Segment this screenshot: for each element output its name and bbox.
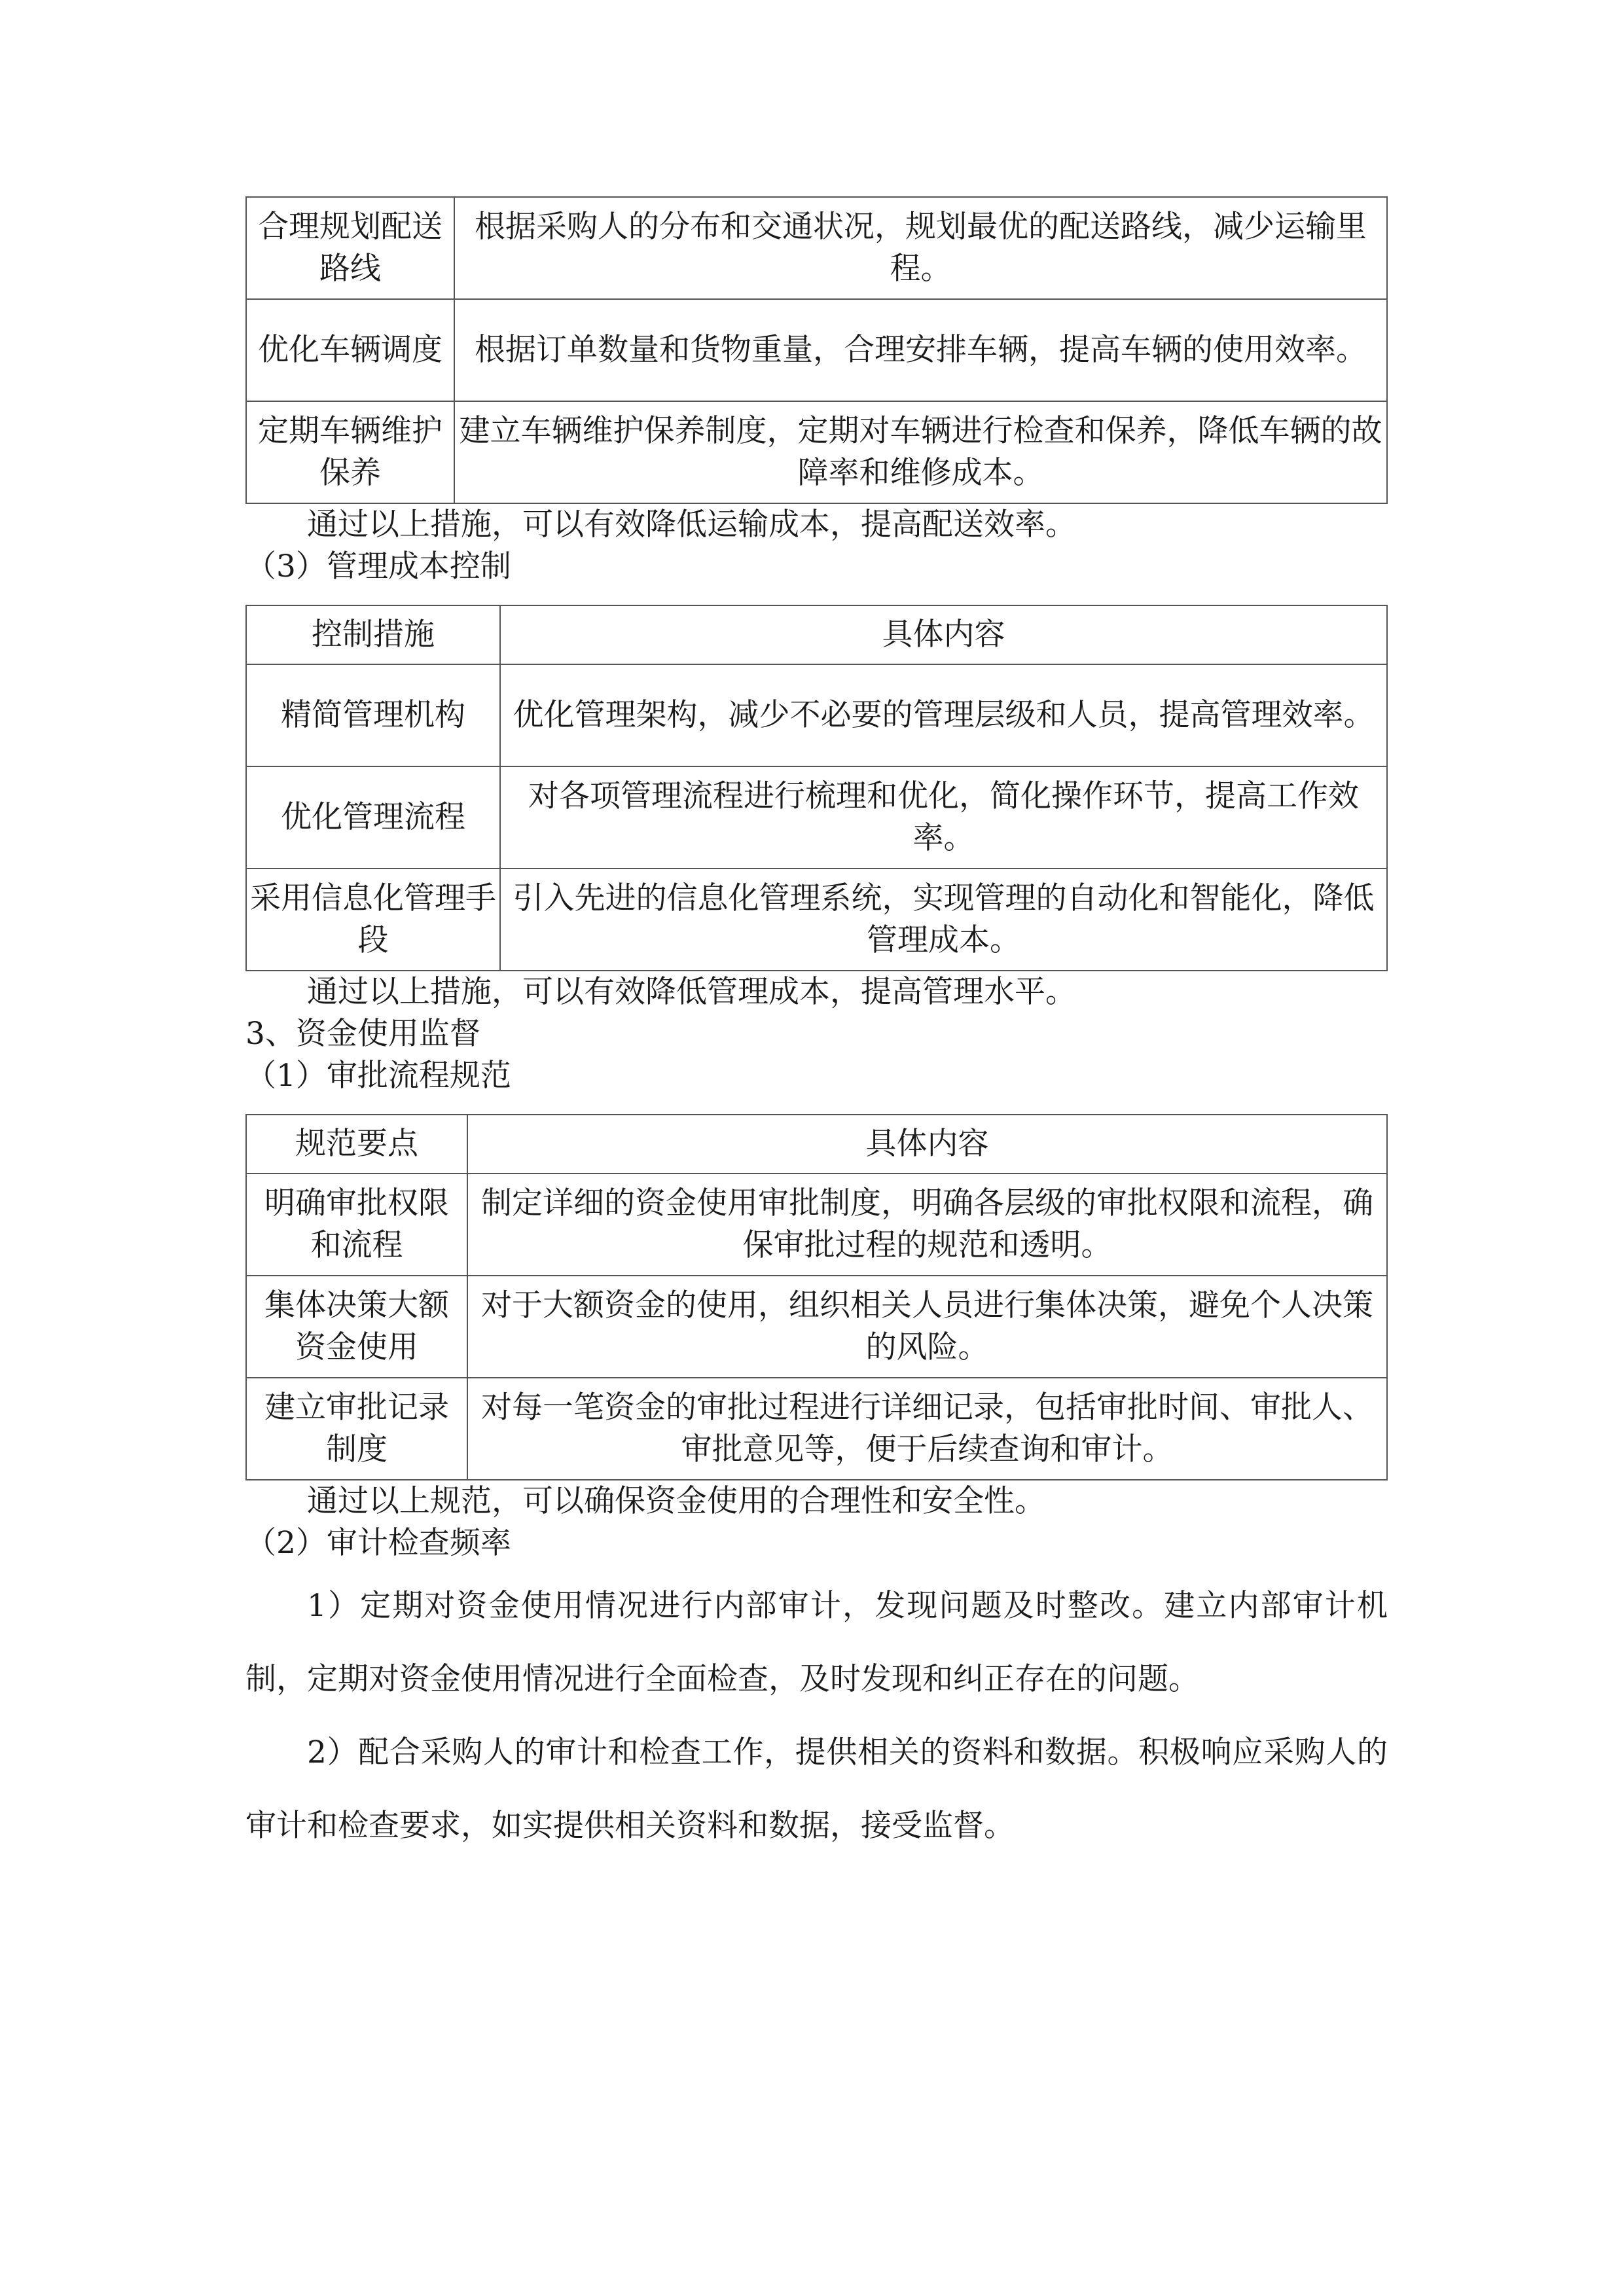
table-cell-content: 对每一笔资金的审批过程进行详细记录，包括审批时间、审批人、审批意见等，便于后续查询和审计。	[467, 1378, 1387, 1480]
table-row	[246, 664, 1387, 766]
summary-paragraph-approval: 通过以上规范，可以确保资金使用的合理性和安全性。	[307, 1483, 1045, 1519]
document-page	[245, 196, 1388, 1863]
table-cell-content: 优化管理架构，减少不必要的管理层级和人员，提高管理效率。	[500, 664, 1387, 766]
table-cell-content: 根据订单数量和货物重量，合理安排车辆，提高车辆的使用效率。	[454, 299, 1387, 401]
table-header-row	[246, 605, 1387, 664]
table-cell-content: 制定详细的资金使用审批制度，明确各层级的审批权限和流程，确保审批过程的规范和透明。	[467, 1174, 1387, 1276]
table-cell-content: 引入先进的信息化管理系统，实现管理的自动化和智能化，降低管理成本。	[500, 869, 1387, 971]
transport-cost-table	[245, 196, 1388, 504]
table-row	[246, 869, 1387, 971]
table-header-content: 具体内容	[500, 605, 1387, 664]
audit-item-2: 2）配合采购人的审计和检查工作，提供相关的资料和数据。积极响应采购人的审计和检查要求，如实提供相关资料和数据，接受监督。	[245, 1734, 1388, 1844]
table-header-row	[246, 1115, 1387, 1174]
section-heading-fund-supervision: 3、资金使用监督	[245, 1016, 480, 1052]
table-row	[246, 1276, 1387, 1378]
table-cell-measure: 集体决策大额资金使用	[246, 1276, 467, 1378]
table-cell-content: 建立车辆维护保养制度，定期对车辆进行检查和保养，降低车辆的故障率和维修成本。	[454, 401, 1387, 503]
table-cell-measure: 优化车辆调度	[246, 299, 454, 401]
table-header-content: 具体内容	[467, 1115, 1387, 1174]
table-cell-measure: 精简管理机构	[246, 664, 500, 766]
table-row	[246, 1378, 1387, 1480]
table-cell-content: 对各项管理流程进行梳理和优化，简化操作环节，提高工作效率。	[500, 766, 1387, 869]
summary-paragraph-management: 通过以上措施，可以有效降低管理成本，提高管理水平。	[307, 974, 1076, 1010]
table-cell-content: 对于大额资金的使用，组织相关人员进行集体决策，避免个人决策的风险。	[467, 1276, 1387, 1378]
table-header-measure: 规范要点	[246, 1115, 467, 1174]
section-heading-management-cost: （3）管理成本控制	[245, 548, 511, 584]
table-row	[246, 1174, 1387, 1276]
table-cell-measure: 定期车辆维护保养	[246, 401, 454, 503]
table-cell-measure: 建立审批记录制度	[246, 1378, 467, 1480]
table-cell-measure: 明确审批权限和流程	[246, 1174, 467, 1276]
table-cell-content: 根据采购人的分布和交通状况，规划最优的配送路线，减少运输里程。	[454, 197, 1387, 299]
audit-item-1: 1）定期对资金使用情况进行内部审计，发现问题及时整改。建立内部审计机制，定期对资金使用情况进行全面检查，及时发现和纠正存在的问题。	[245, 1588, 1388, 1697]
table-row	[246, 401, 1387, 503]
table-row	[246, 299, 1387, 401]
section-heading-approval-process: （1）审批流程规范	[245, 1058, 511, 1094]
approval-process-table	[245, 1114, 1388, 1480]
section-heading-audit-frequency: （2）审计检查频率	[245, 1525, 511, 1561]
summary-paragraph-transport: 通过以上措施，可以有效降低运输成本，提高配送效率。	[307, 507, 1076, 543]
table-row	[246, 197, 1387, 299]
table-cell-measure: 采用信息化管理手段	[246, 869, 500, 971]
table-row	[246, 766, 1387, 869]
table-cell-measure: 优化管理流程	[246, 766, 500, 869]
table-cell-measure: 合理规划配送路线	[246, 197, 454, 299]
table-header-measure: 控制措施	[246, 605, 500, 664]
management-cost-table	[245, 605, 1388, 971]
